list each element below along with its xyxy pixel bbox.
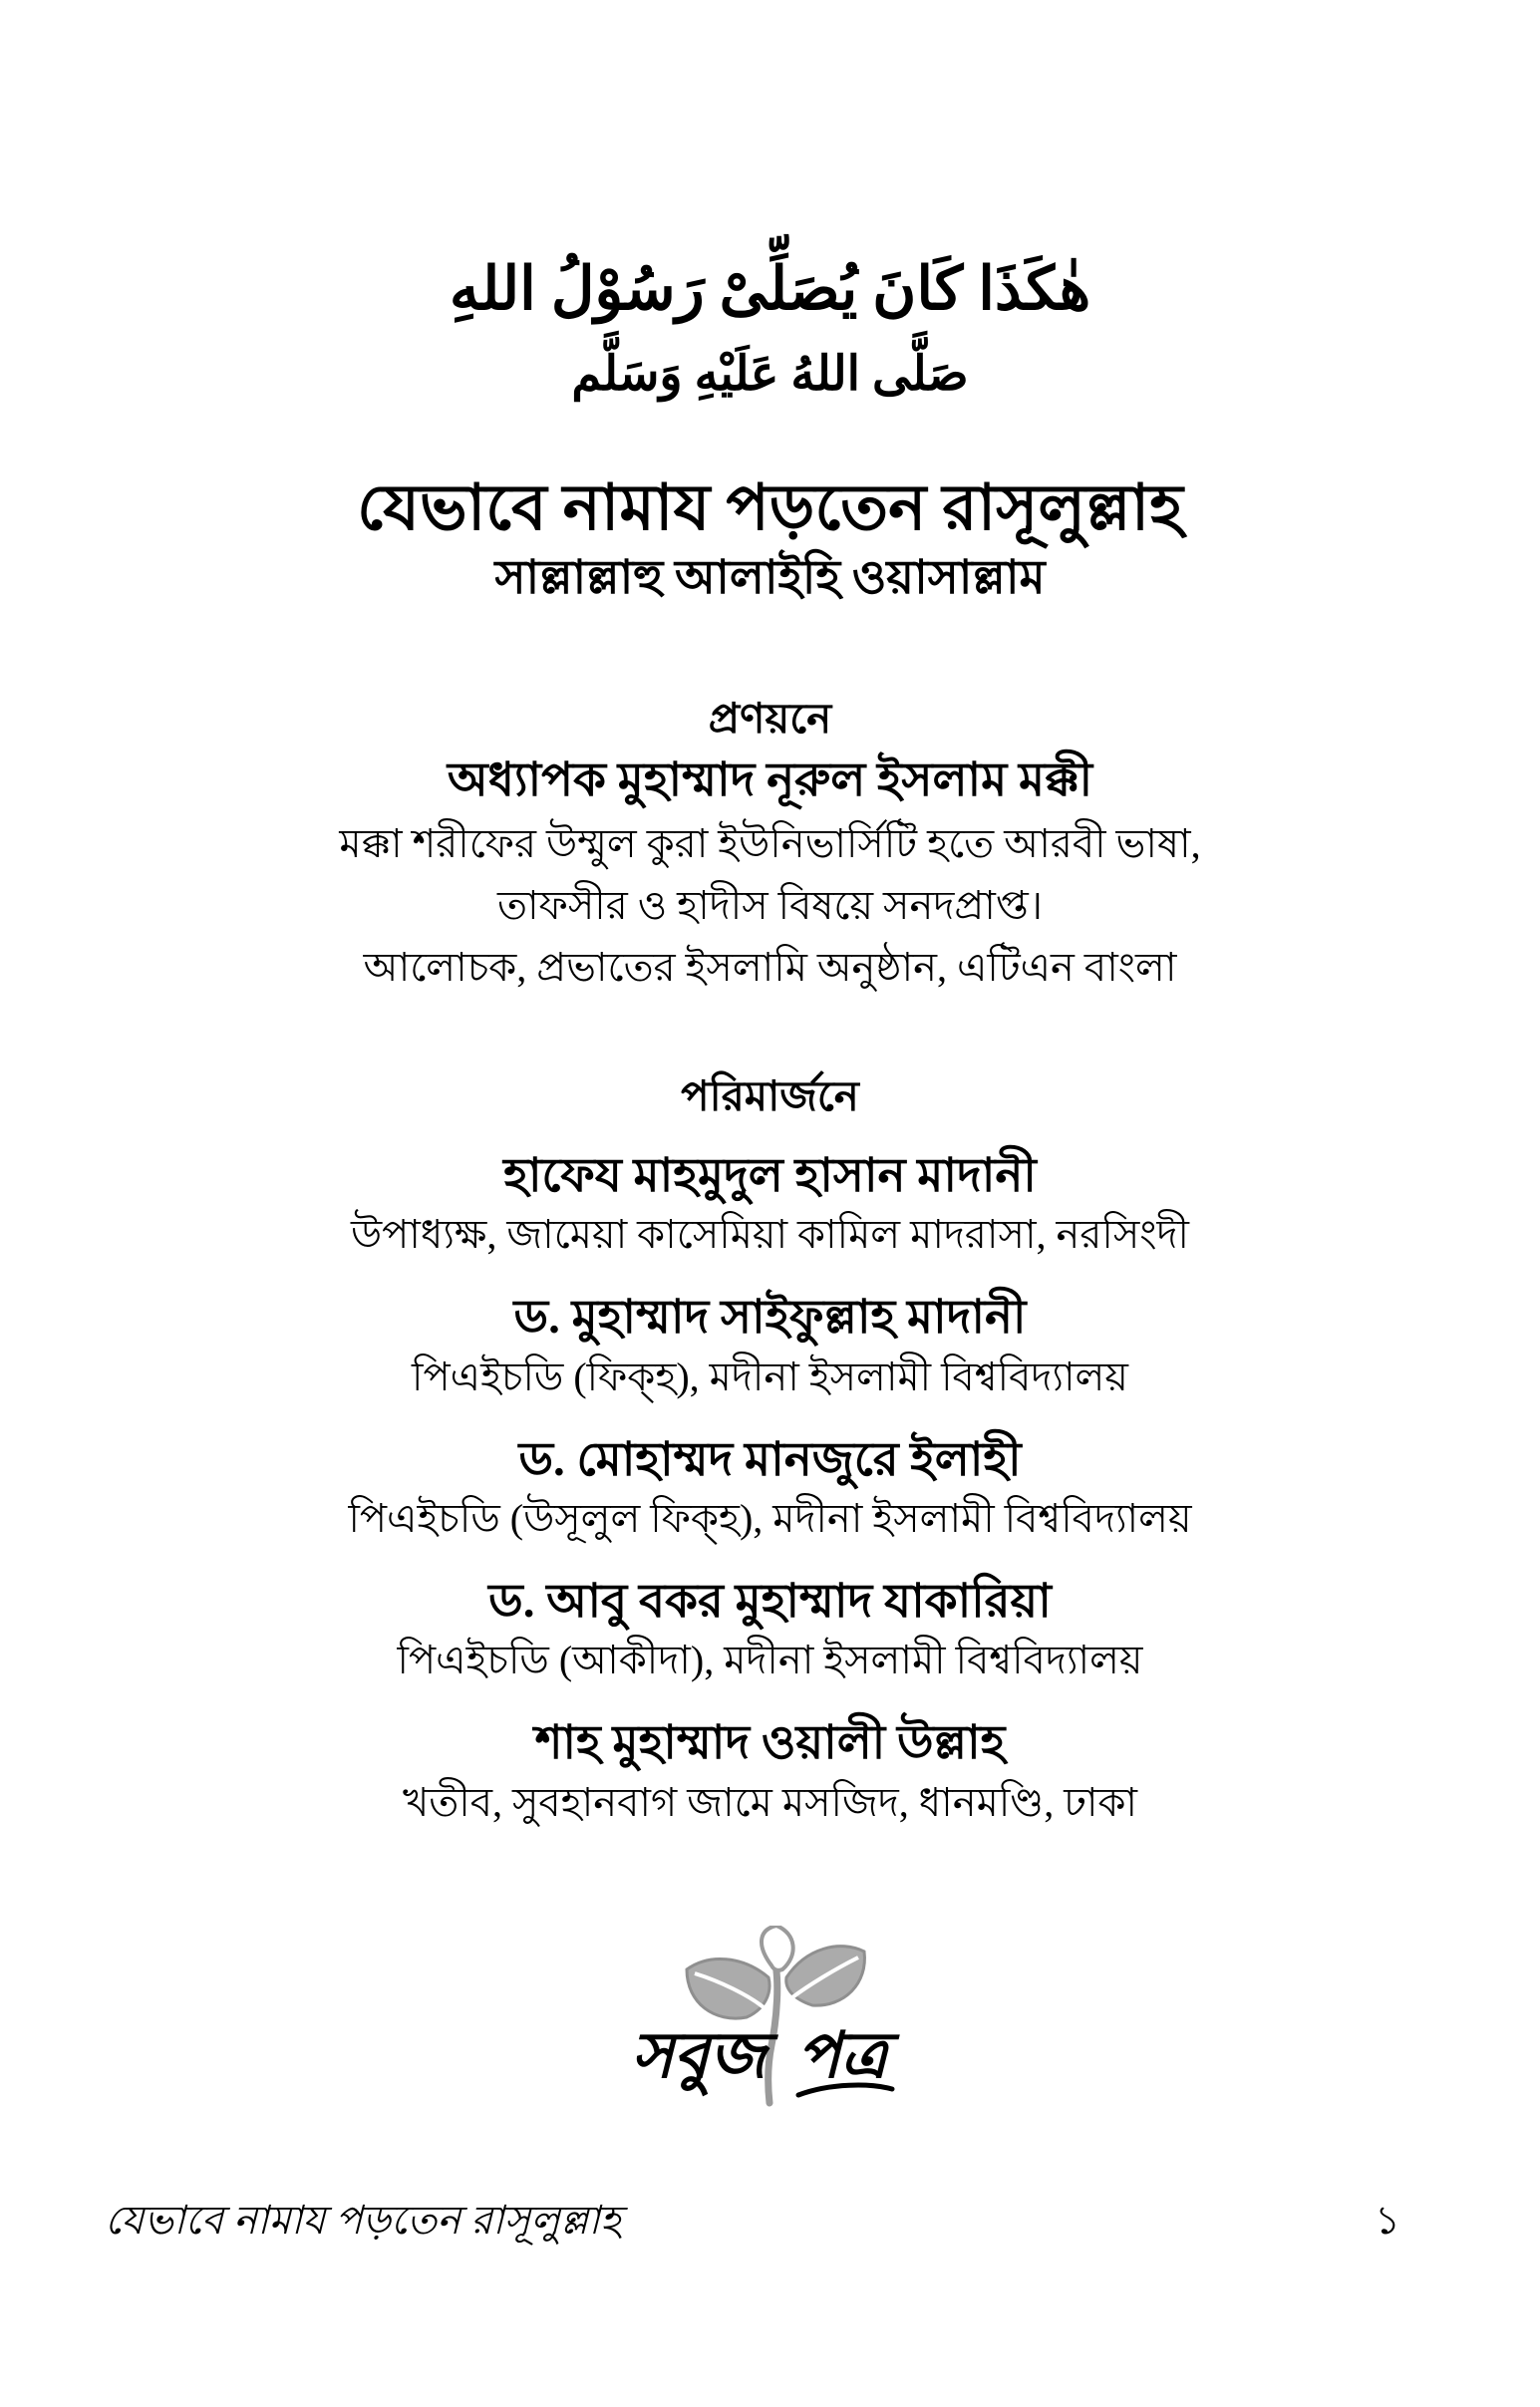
editor-entry <box>0 1715 1540 1829</box>
page-footer <box>105 2189 1400 2256</box>
author-section-heading: প্রণয়নে <box>708 697 832 744</box>
publisher-logo-graphic <box>631 1926 910 2115</box>
footer-page-number: ১ <box>1375 2198 1400 2243</box>
editor-title: উপাধ্যক্ষ, জামেয়া কাসেমিয়া কামিল মাদরাসা, নরসিংদী <box>351 1212 1189 1258</box>
editor-name: ড. মোহাম্মদ মানজুরে ইলাহী <box>518 1433 1022 1486</box>
book-title: যেভাবে নামায পড়তেন রাসূলুল্লাহ <box>357 472 1183 544</box>
logo-word-2: পত্র <box>796 2019 887 2091</box>
logo-word-1: সবুজ <box>630 2019 767 2091</box>
author-desc-line: আলোচক, প্রভাতের ইসলামি অনুষ্ঠান, এটিএন বাংলা <box>363 944 1177 990</box>
publisher-logo <box>0 1926 1540 2115</box>
author-desc-line: মক্কা শরীফের উম্মুল কুরা ইউনিভার্সিটি হতে আরবী ভাষা, <box>339 820 1201 866</box>
footer-running-title: যেভাবে নামায পড়তেন রাসূলুল্লাহ <box>105 2198 621 2243</box>
arabic-calligraphy-block <box>0 0 1540 406</box>
arabic-line-2: صَلَّى اللهُ عَلَيْهِ وَسَلَّم <box>571 348 969 401</box>
editor-entry <box>0 1432 1540 1546</box>
editor-entry <box>0 1574 1540 1687</box>
arabic-line-1: هٰكَذَا كَانَ يُصَلِّىْ رَسُوْلُ اللهِ <box>449 256 1091 322</box>
author-desc-line: তাফসীর ও হাদীস বিষয়ে সনদপ্রাপ্ত। <box>497 882 1043 928</box>
editor-title: খতীব, সুবহানবাগ জামে মসজিদ, ধানমণ্ডি, ঢাকা <box>402 1779 1138 1825</box>
editors-section-heading: পরিমার্জনে <box>681 1073 859 1120</box>
author-name: অধ্যাপক মুহাম্মাদ নূরুল ইসলাম মক্কী <box>447 754 1093 807</box>
editor-title: পিএইচডি (আকীদা), মদীনা ইসলামী বিশ্ববিদ্যালয় <box>397 1638 1143 1683</box>
logo-leaf-top <box>761 1926 792 1970</box>
editor-title: পিএইচডি (ফিক্‌হ), মদীনা ইসলামী বিশ্ববিদ্যালয় <box>412 1354 1128 1399</box>
editor-name: শাহ মুহাম্মাদ ওয়ালী উল্লাহ <box>534 1717 1006 1770</box>
editor-entry <box>0 1290 1540 1403</box>
editor-entry <box>0 1148 1540 1262</box>
editor-name: ড. আবু বকর মুহাম্মাদ যাকারিয়া <box>488 1575 1052 1628</box>
logo-stem <box>768 1954 776 2103</box>
author-section <box>0 697 1540 995</box>
editors-section <box>0 1074 1540 1830</box>
logo-leaf-left <box>687 1958 770 2018</box>
editor-name: হাফেয মাহমুদুল হাসান মাদানী <box>503 1149 1037 1202</box>
book-subtitle: সাল্লাল্লাহু আলাইহি ওয়াসাল্লাম <box>494 551 1046 604</box>
editor-name: ড. মুহাম্মাদ সাইফুল্লাহ মাদানী <box>513 1292 1027 1345</box>
editor-title: পিএইচডি (উসূলুল ফিক্‌হ), মদীনা ইসলামী বিশ্ববিদ্যালয় <box>348 1495 1192 1541</box>
